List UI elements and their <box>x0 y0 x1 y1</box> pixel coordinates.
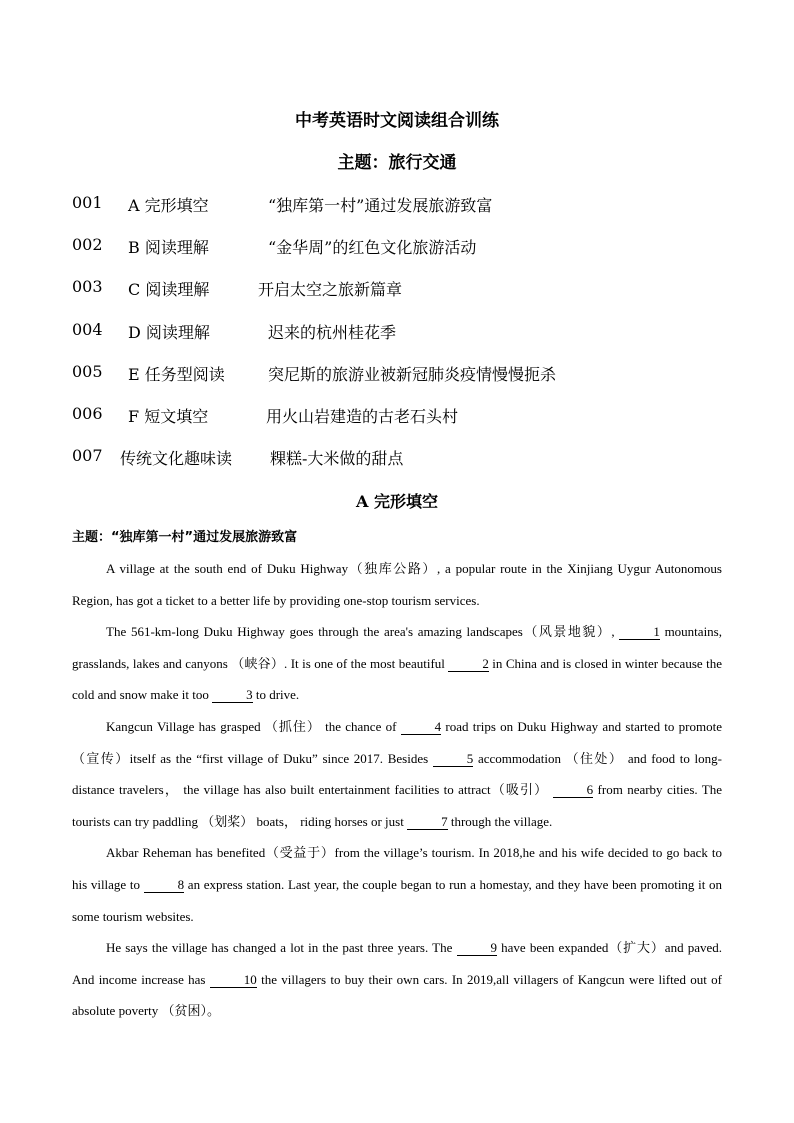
paragraph-text: an express station. Last year, the couple began to run a homestay, and they have been promoting it on some tourism websites. <box>72 876 722 924</box>
toc-label: E 任务型阅读 <box>128 365 225 384</box>
toc-number: 006 <box>72 404 103 423</box>
toc-description: 粿糕-大米做的甜点 <box>270 449 404 468</box>
paragraph-text: to drive. <box>252 687 300 703</box>
paragraph <box>72 616 722 711</box>
cloze-passage <box>72 553 722 1027</box>
section-topic: 主题：“独库第一村”通过发展旅游致富 <box>72 530 298 545</box>
paragraph-text: He says the village has changed a lot in the past three years. The <box>106 940 457 956</box>
paragraph <box>72 711 722 837</box>
section-heading: A 完形填空 <box>356 492 438 511</box>
toc-number: 007 <box>72 446 103 465</box>
paragraph-text: the villagers to buy their own cars. In 2019,all villagers of Kangcun were lifted out of absolute poverty （贫困）。 <box>72 971 723 1019</box>
toc-description: 突尼斯的旅游业被新冠肺炎疫情慢慢扼杀 <box>268 365 557 384</box>
toc-description: “金华周”的红色文化旅游活动 <box>268 238 477 257</box>
document-title: 中考英语时文阅读组合训练 <box>295 111 499 131</box>
blank-9: 9 <box>457 940 498 956</box>
toc-number: 001 <box>72 193 103 212</box>
blank-3: 3 <box>212 687 253 703</box>
blank-4: 4 <box>401 719 442 735</box>
paragraph-text: A village at the south end of Duku Highway（独库公路）, a popular route in the Xinjiang Uygur Autonomous Region, has got a ticket to a better life by providing one-stop tourism services. <box>72 561 722 608</box>
toc-number: 003 <box>72 277 103 296</box>
toc-number: 002 <box>72 235 103 254</box>
toc-label: A 完形填空 <box>128 196 209 215</box>
paragraph-text: Akbar Reheman has benefited（受益于）from the village’s tourism. In 2018,he and his wife decided to go back to his village to <box>72 845 722 892</box>
paragraph <box>72 932 722 1027</box>
toc-description: 迟来的杭州桂花季 <box>268 323 397 342</box>
paragraph-text: from nearby cities. The tourists can try paddling （划桨） boats， riding horses or just <box>72 782 722 829</box>
paragraph <box>72 553 722 616</box>
paragraph-text: road trips on Duku Highway and started to promote（宣传）itself as the “first village of Duku” since 2017. Besides <box>72 718 722 766</box>
toc-label: 传统文化趣味读 <box>120 449 233 468</box>
toc-number: 005 <box>72 362 103 381</box>
toc-description: 用火山岩建造的古老石头村 <box>266 407 459 426</box>
blank-10: 10 <box>210 972 257 988</box>
paragraph-text: in China and is closed in winter because the cold and snow make it too <box>72 655 722 703</box>
paragraph <box>72 837 722 932</box>
blank-2: 2 <box>448 656 489 672</box>
toc-label: C 阅读理解 <box>128 280 210 299</box>
paragraph-text: have been expanded（扩大）and paved. And income increase has <box>72 940 722 987</box>
toc-description: 开启太空之旅新篇章 <box>258 280 403 299</box>
document-subtitle: 主题：旅行交通 <box>337 153 457 173</box>
toc-label: F 短文填空 <box>128 407 209 426</box>
toc-label: D 阅读理解 <box>128 323 210 342</box>
blank-6: 6 <box>553 782 594 798</box>
blank-1: 1 <box>619 624 660 640</box>
blank-8: 8 <box>144 877 185 893</box>
paragraph-text: mountains, grasslands, lakes and canyons （峡谷）. It is one of the most beautiful <box>72 624 722 671</box>
toc-number: 004 <box>72 320 103 339</box>
blank-7: 7 <box>407 814 448 830</box>
toc-label: B 阅读理解 <box>128 238 209 257</box>
paragraph-text: accommodation （住处） and food to long-distance travelers， the village has also built entertainment facilities to attract（吸引） <box>72 750 722 798</box>
paragraph-text: through the village. <box>447 813 553 829</box>
paragraph-text: Kangcun Village has grasped （抓住） the chance of <box>106 718 401 734</box>
paragraph-text: The 561-km-long Duku Highway goes through the area's amazing landscapes（风景地貌）, <box>106 624 620 640</box>
toc-description: “独库第一村”通过发展旅游致富 <box>268 196 493 215</box>
blank-5: 5 <box>433 751 474 767</box>
